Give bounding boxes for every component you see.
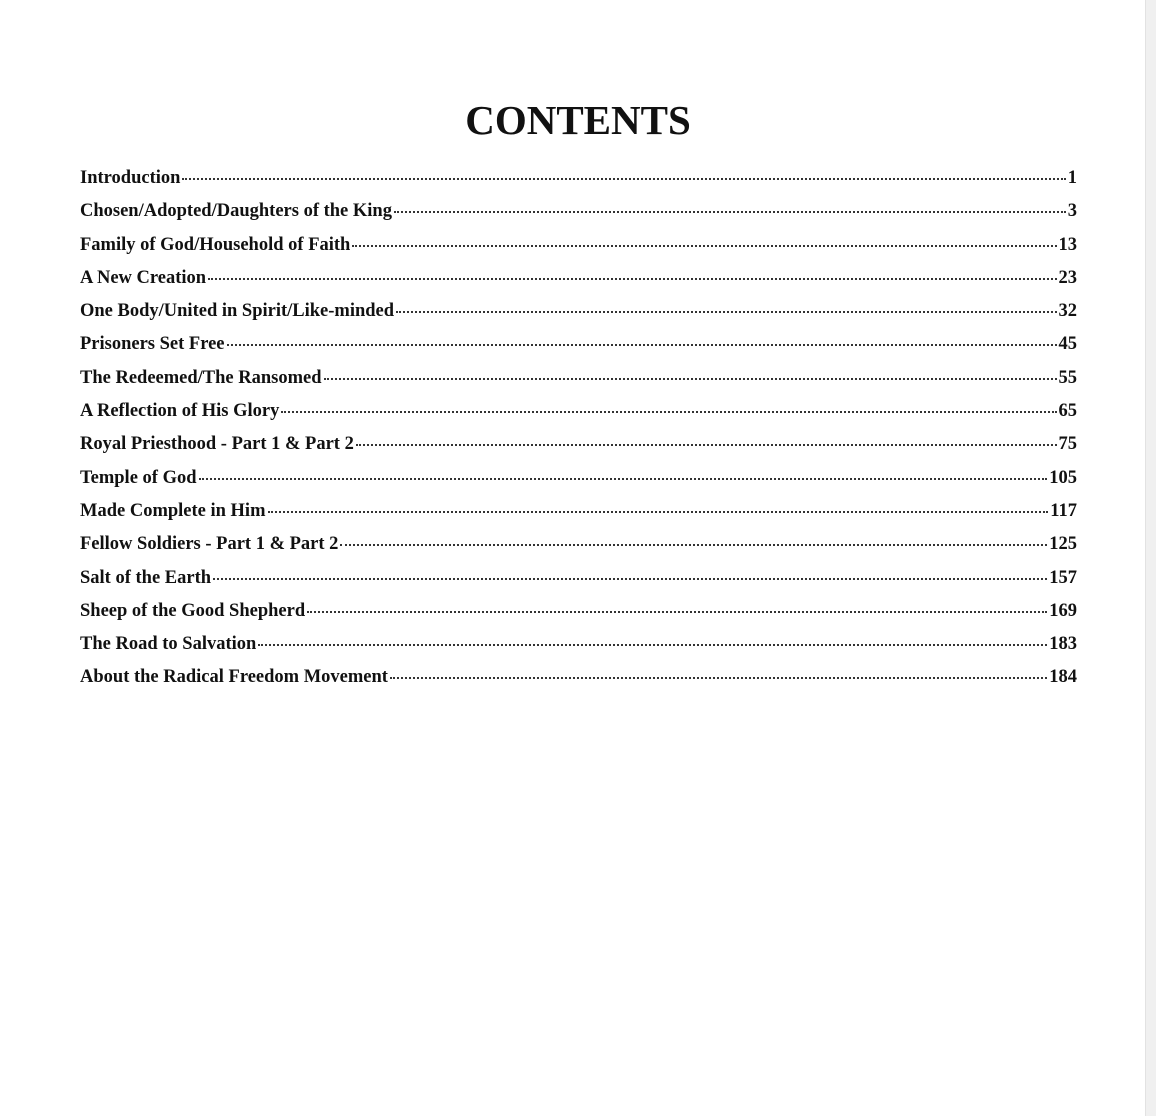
dot-leader [340, 543, 1047, 546]
dot-leader [281, 410, 1056, 413]
toc-entry-page: 105 [1049, 467, 1077, 488]
toc-entry-label: The Redeemed/The Ransomed [80, 367, 322, 388]
toc-entry-label: Introduction [80, 168, 181, 188]
toc-entry[interactable] [80, 462, 1077, 495]
toc-entry-page: 13 [1058, 234, 1077, 255]
toc-entry-page: 23 [1058, 267, 1077, 288]
toc-entry-page: 125 [1049, 534, 1077, 555]
dot-leader [394, 210, 1066, 213]
toc-entry[interactable] [80, 195, 1077, 228]
toc-entry-page: 157 [1049, 567, 1077, 588]
dot-leader [390, 676, 1047, 679]
dot-leader [396, 310, 1056, 313]
toc-entry-page: 184 [1049, 667, 1077, 688]
toc-entry-label: Sheep of the Good Shepherd [80, 600, 306, 621]
toc-entry-label: Chosen/Adopted/Daughters of the King [80, 201, 392, 222]
toc-entry-label: A New Creation [80, 267, 207, 288]
dot-leader [182, 177, 1065, 180]
toc-entry[interactable] [80, 229, 1077, 262]
dot-leader [324, 377, 1057, 380]
toc-entry[interactable] [80, 528, 1077, 561]
dot-leader [227, 343, 1057, 346]
toc-entry-page: 75 [1058, 434, 1077, 455]
toc-entry-page: 117 [1050, 500, 1077, 521]
dot-leader [307, 610, 1047, 613]
toc-entry-page: 3 [1067, 201, 1077, 222]
toc-entry-label: The Road to Salvation [80, 634, 257, 655]
toc-entry-label: Made Complete in Him [80, 500, 266, 521]
dot-leader [352, 244, 1056, 247]
toc-entry-label: Prisoners Set Free [80, 334, 225, 355]
toc-entry-label: Salt of the Earth [80, 567, 212, 588]
toc-entry[interactable] [80, 661, 1077, 694]
dot-leader [199, 477, 1048, 480]
toc-entry[interactable] [80, 328, 1077, 361]
dot-leader [208, 277, 1056, 280]
toc-entry-page: 32 [1058, 301, 1077, 322]
toc-entry-label: Fellow Soldiers - Part 1 & Part 2 [80, 534, 339, 555]
toc-entry-label: A Reflection of His Glory [80, 401, 280, 422]
toc-entry[interactable] [80, 262, 1077, 295]
contents-title: CONTENTS [465, 97, 691, 143]
dot-leader [268, 510, 1049, 513]
toc-entry-label: Family of God/Household of Faith [80, 234, 351, 255]
scrollbar[interactable] [1145, 0, 1156, 1116]
toc-entry[interactable] [80, 428, 1077, 461]
toc-entry-page: 169 [1049, 600, 1077, 621]
toc-entry-page: 65 [1058, 401, 1077, 422]
toc-entry-label: About the Radical Freedom Movement [80, 667, 388, 688]
toc-entry-page: 55 [1058, 367, 1077, 388]
toc-entry-label: Royal Priesthood - Part 1 & Part 2 [80, 434, 354, 455]
toc-entry-page: 1 [1067, 168, 1077, 188]
toc-entry[interactable] [80, 162, 1077, 195]
table-of-contents [80, 162, 1077, 695]
toc-entry[interactable] [80, 595, 1077, 628]
dot-leader [258, 643, 1047, 646]
toc-entry[interactable] [80, 362, 1077, 395]
dot-leader [356, 443, 1057, 446]
toc-entry[interactable] [80, 562, 1077, 595]
toc-entry[interactable] [80, 628, 1077, 661]
toc-entry[interactable] [80, 395, 1077, 428]
toc-entry[interactable] [80, 495, 1077, 528]
toc-entry-label: One Body/United in Spirit/Like-minded [80, 301, 395, 322]
toc-entry-label: Temple of God [80, 467, 197, 488]
toc-entry-page: 183 [1049, 634, 1077, 655]
toc-entry-page: 45 [1058, 334, 1077, 355]
toc-entry[interactable] [80, 295, 1077, 328]
dot-leader [213, 577, 1047, 580]
